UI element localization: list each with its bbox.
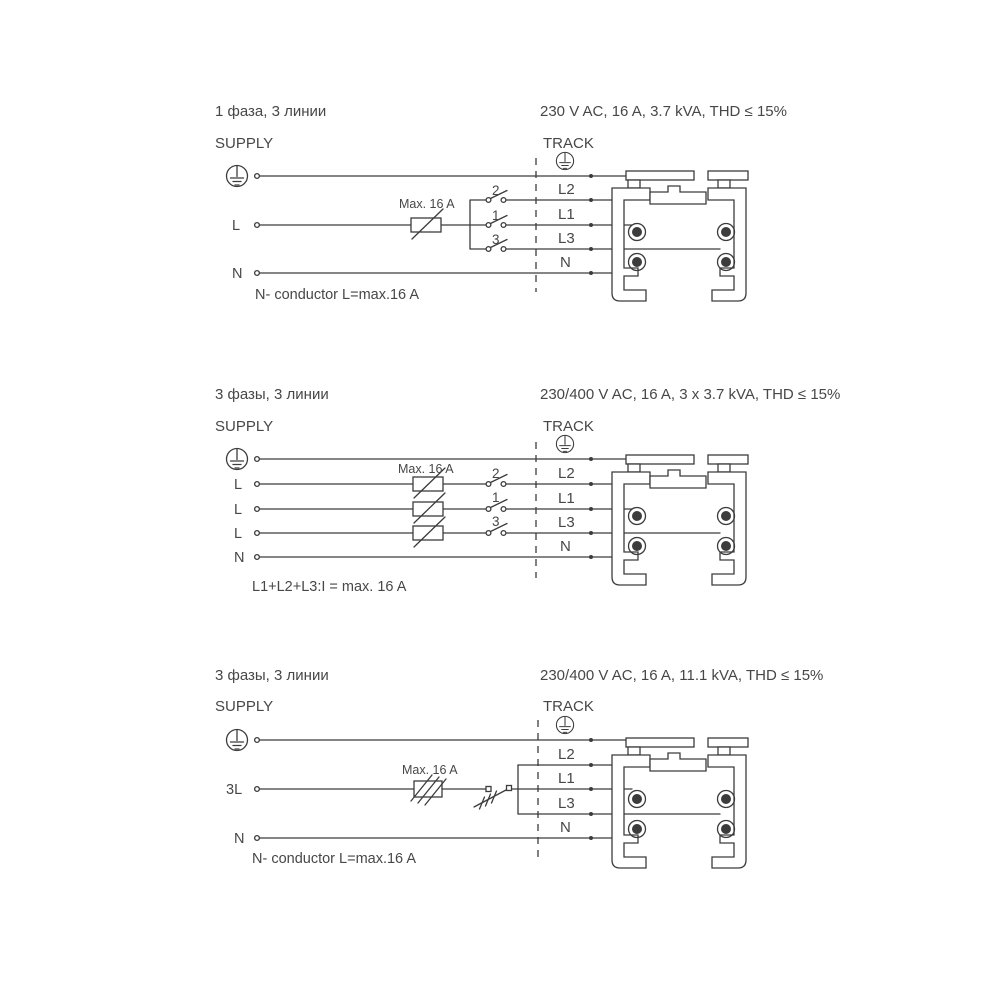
terminal xyxy=(255,555,260,560)
terminal xyxy=(255,223,260,228)
track-cross-section xyxy=(612,738,748,868)
earth-symbol xyxy=(227,166,248,187)
section1-note: N- conductor L=max.16 A xyxy=(255,287,420,303)
supply-conductor-label: L xyxy=(234,477,243,493)
section2-junction-dots xyxy=(589,457,593,559)
switch-number: 2 xyxy=(492,183,500,198)
earth-symbol xyxy=(227,449,248,470)
supply-conductor-label: N xyxy=(232,266,243,282)
fuse-rating-label: Max. 16 A xyxy=(398,462,454,476)
section2-track-header: TRACK xyxy=(543,418,594,435)
track-conductor-label: N xyxy=(560,819,571,836)
terminal xyxy=(255,507,260,512)
fuse-rating-label: Max. 16 A xyxy=(399,197,455,211)
section-3-phase xyxy=(215,386,840,595)
earth-symbol xyxy=(556,716,573,733)
terminal xyxy=(255,271,260,276)
track-cross-section xyxy=(612,455,748,585)
section1-junction-dots xyxy=(589,174,593,275)
switch-number: 3 xyxy=(492,514,500,529)
track-conductor-label: N xyxy=(560,254,571,271)
track-conductor-label: L3 xyxy=(558,514,575,531)
three-phase-fuse-symbol xyxy=(411,775,446,805)
section-1-phase xyxy=(215,103,787,303)
supply-conductor-label: 3L xyxy=(226,782,243,798)
track-conductor-label: L1 xyxy=(558,490,575,507)
track-conductor-label: L1 xyxy=(558,770,575,787)
section3-phase-title: 3 фазы, 3 линии xyxy=(215,667,329,684)
track-conductor-label: L2 xyxy=(558,181,575,198)
terminal xyxy=(255,531,260,536)
supply-conductor-label: L xyxy=(234,526,243,542)
switch-number: 2 xyxy=(492,466,500,481)
fuse-symbol xyxy=(413,517,445,547)
earth-symbol xyxy=(556,152,573,169)
terminal xyxy=(255,174,260,179)
track-conductor-label: L3 xyxy=(558,795,575,812)
terminal xyxy=(255,787,260,792)
section3-rating-title: 230/400 V AC, 16 A, 11.1 kVA, THD ≤ 15% xyxy=(540,667,824,684)
switch-number: 3 xyxy=(492,232,500,247)
section2-note: L1+L2+L3:I = max. 16 A xyxy=(252,579,407,595)
section2-rating-title: 230/400 V AC, 16 A, 3 x 3.7 kVA, THD ≤ 15% xyxy=(540,386,841,403)
section1-track-header: TRACK xyxy=(543,135,594,152)
earth-symbol xyxy=(227,730,248,751)
section1-rating-title: 230 V AC, 16 A, 3.7 kVA, THD ≤ 15% xyxy=(540,103,787,120)
terminal xyxy=(255,836,260,841)
supply-conductor-label: N xyxy=(234,550,245,566)
section3-track-header: TRACK xyxy=(543,698,594,715)
track-conductor-label: L2 xyxy=(558,465,575,482)
supply-conductor-label: N xyxy=(234,831,245,847)
switch-number: 1 xyxy=(492,490,500,505)
fuse-rating-label: Max. 16 A xyxy=(402,763,458,777)
section1-supply-header: SUPPLY xyxy=(215,135,274,152)
switch-number: 1 xyxy=(492,208,500,223)
track-cross-section xyxy=(612,171,748,301)
earth-symbol xyxy=(556,435,573,452)
track-conductor-label: L1 xyxy=(558,206,575,223)
section-3-phase-single-switch xyxy=(215,667,823,868)
fuse-symbol xyxy=(411,209,443,239)
section2-phase-title: 3 фазы, 3 линии xyxy=(215,386,329,403)
track-conductor-label: N xyxy=(560,538,571,555)
terminal xyxy=(255,457,260,462)
track-conductor-label: L2 xyxy=(558,746,575,763)
section3-note: N- conductor L=max.16 A xyxy=(252,851,417,867)
supply-conductor-label: L xyxy=(234,502,243,518)
section3-supply-header: SUPPLY xyxy=(215,698,274,715)
section2-supply-header: SUPPLY xyxy=(215,418,274,435)
terminal xyxy=(255,482,260,487)
terminal xyxy=(255,738,260,743)
section3-junction-dots xyxy=(589,738,593,840)
track-conductor-label: L3 xyxy=(558,230,575,247)
section1-phase-title: 1 фаза, 3 линии xyxy=(215,103,327,120)
fuse-symbol xyxy=(413,493,445,523)
supply-conductor-label: L xyxy=(232,218,241,234)
